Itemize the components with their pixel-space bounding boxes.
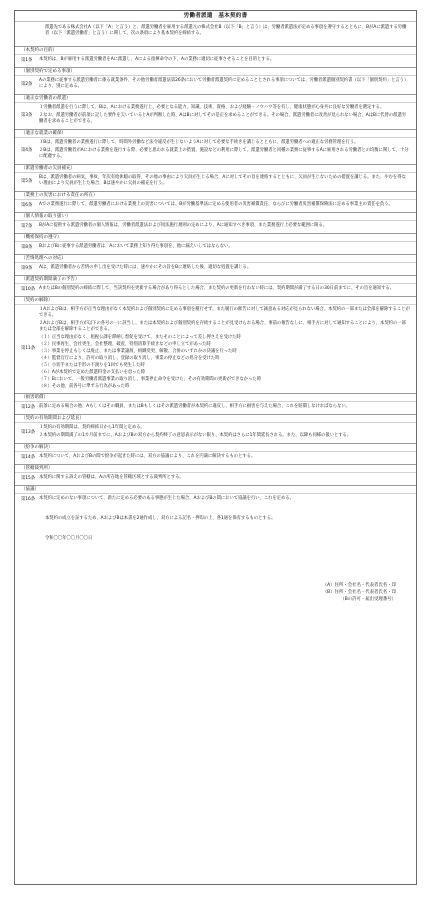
document-title: 労働者派遣 基本契約書 (15, 11, 416, 22)
article-text (39, 452, 416, 464)
section-heading: （適正な就業の確保） (15, 129, 416, 137)
article-paragraph: Aの業務に従事する派遣労働者に係る就業条件、その他労働者派遣法第26条において労働者派遣契約に定めることとされる事項については、労働者派遣個別契約書（以下「個別契約」と言う）により、別に定める。 (39, 78, 409, 89)
article-text (39, 494, 416, 506)
article-text (39, 55, 416, 67)
article-text (39, 221, 416, 233)
article-text (39, 402, 416, 414)
article-text (39, 263, 416, 275)
article-row (15, 472, 416, 485)
list-item: （６）Aが本契約で定めた派遣料金の支払いを怠った時 (39, 370, 146, 375)
article-text (39, 138, 416, 164)
article-text (39, 242, 416, 254)
article-number: 第7条 (21, 224, 33, 229)
article-number: 第12条 (21, 405, 36, 410)
article-number: 第4条 (21, 148, 33, 153)
contract-date: 令和〇〇年〇〇月〇〇日 (45, 536, 93, 541)
article-text (39, 305, 416, 393)
article-row (15, 401, 416, 414)
signature-line: （B）住所・会社名・代表者氏名・印 (322, 590, 396, 595)
article-text (39, 284, 416, 296)
article-row (15, 304, 416, 393)
article-row (15, 283, 416, 296)
section-heading: （紛争の解決） (15, 443, 416, 451)
section-heading: （本契約の目的） (15, 46, 416, 54)
article-row (15, 199, 416, 212)
article-row (15, 493, 416, 506)
contract-document (14, 10, 417, 885)
article-row (15, 102, 416, 129)
article-paragraph: Aでの業務遂行に際して、派遣労働者における業務上の災害については、Bが労働基準法に定める使用者の災害補償責任、ならびに労働者災害補償保険法に定める事業主の責任を負う。 (39, 202, 393, 207)
article-paragraph: ２なお、派遣労働者が前項に記した要件を欠いているとAが判断した時、AはBに対してその是正を求めることができる。その場合、派遣労働者に改善が見られない場合、AはBに代替の派遣労働者を求めることができる。 (39, 113, 407, 124)
article-row (15, 422, 416, 443)
section-heading: （機密保持の遵守） (15, 233, 416, 241)
article-paragraph: 前条に定める場合の他、Aもしくはその職員、またはBもしくはその派遣労働者が本契約に違反し、相手方に損害を与えた場合、これを賠償しなければならない。 (39, 404, 350, 409)
article-number: 第2条 (21, 82, 33, 87)
article-number: 第8条 (21, 245, 33, 250)
article-number: 第1条 (21, 58, 33, 63)
section-heading: （個人情報の取り扱い） (15, 212, 416, 220)
list-item: （４）監督官庁により、許可の取り消し、登録の取り消し、事業の停止などの処分を受けた時 (39, 356, 220, 361)
article-row (15, 172, 416, 191)
article-number: 第3条 (21, 113, 33, 118)
section-heading: （個別契約で定める事項） (15, 67, 416, 75)
article-number: 第14条 (21, 455, 36, 460)
article-number: 第5条 (21, 179, 33, 184)
article-paragraph: Bは、派遣労働者の病気、事故、年次有給休暇の取得、その他の事由により欠員が生じる場合、Aに対してその旨を連絡するとともに、欠員が生じないための措置を講じる。また、やむを得ない理由により欠員が生じた場合、Bは速やかに欠員の補充を行う。 (39, 175, 406, 186)
article-paragraph: １Bは、派遣労働者の業務遂行に際して、時間外労働など法令違反が生じないようAに対して必要な手続きを講じるとともに、派遣労働者への適正な労務管理を行う。 (39, 140, 359, 145)
list-item: （１）正当な理由がなく、租税公課を滞納し督促を受けて、またそのことによって差し押さえを受けた時 (39, 335, 241, 340)
articles-container (15, 46, 416, 506)
article-number: 第16条 (21, 497, 36, 502)
article-text (39, 200, 416, 212)
article-row (15, 137, 416, 164)
article-number: 第15条 (21, 476, 36, 481)
article-paragraph: BがAに提供する派遣労働者の個人情報は、労働者派遣法および同法施行規則の定めにより、Aに通知すべき事項、また業務遂行上必要な範囲に限る。 (39, 223, 328, 228)
article-text (39, 473, 416, 485)
article-paragraph: ２本契約の期間満了の1カ月前までに、AおよびBの双方から契約終了の意思表示がない限り、本契約はさらに1年間延長される。また、以降も同様の扱いとする。 (39, 433, 352, 438)
article-row (15, 220, 416, 233)
section-heading: （契約の有効期間および延長） (15, 414, 416, 422)
article-row (15, 54, 416, 67)
article-paragraph: Aは、派遣労働者から苦情の申し出を受けた時には、速やかにその旨をBに連絡した後、適切な処置を講じる。 (39, 265, 252, 270)
article-number: 第13条 (21, 430, 36, 435)
article-number: 第10条 (21, 287, 36, 292)
article-paragraph: 本契約に関する訴えの管轄は、Aの所在地を管轄区域とする裁判所とする。 (39, 475, 184, 480)
section-heading: （業務上の災害における責任の所在） (15, 191, 416, 199)
article-paragraph: １契約の有効期間は、契約締結日から1年間と定める。 (39, 425, 145, 430)
article-row (15, 241, 416, 254)
section-heading: （協議） (15, 485, 416, 493)
closing-section (15, 506, 416, 542)
section-heading: （管轄裁判所） (15, 464, 416, 472)
list-item: （３）事業を停止もしくは廃止、または事業譲渡、組織変更、解散、合併のいずれかの決議を行った時 (39, 349, 237, 354)
article-row (15, 451, 416, 464)
article-row (15, 75, 416, 94)
article-paragraph: 本契約について、AおよびBの間で紛争が起きた時には、双方の協議により、これを円満に解決するものとする。 (39, 454, 256, 459)
list-item: （８）その他、前各号に準ずる行為があった時 (39, 384, 130, 389)
article-text (39, 103, 416, 129)
article-paragraph: １労働者派遣を行うに際して、Bは、Aにおける業務遂行上、必要となる能力、知識、技術、資格、および経験・ノウハウ等を有し、健康状態が心身共に良好な労働者を選定する。 (39, 105, 385, 110)
signature-line: （Bの許可・届出受理番号） (340, 597, 396, 602)
article-text (39, 173, 416, 191)
section-heading: （適正な労働者の派遣） (15, 94, 416, 102)
closing-statement: 本契約の成立を証するため、AおよびBは本書を2通作成し、双方による記名・押印の上、各1通を保有するものとする。 (45, 516, 276, 521)
list-item: （２）民事再生、会社更生、会社整理、破産、特別清算手続きなどの申し立てがあった時 (39, 342, 211, 347)
section-heading: （派遣労働者の欠員補充） (15, 164, 416, 172)
section-heading: （派遣契約期間満了の予告） (15, 275, 416, 283)
signature-line: （A）住所・会社名・代表者氏名・印 (322, 583, 396, 588)
article-item-list (39, 335, 410, 390)
article-text (39, 76, 416, 94)
article-number: 第9条 (21, 266, 33, 271)
section-heading: （苦情処理への対応） (15, 254, 416, 262)
article-number: 第11条 (21, 346, 36, 351)
article-paragraph: BおよびBに従事する派遣労働者は、Aにおいて業務上知り得た事項を、他に漏えいしてはならない。 (39, 244, 233, 249)
article-number: 第6条 (21, 203, 33, 208)
article-paragraph: ２AおよびBは、相手方が以下の各号の一に該当し、または本契約および個別契約を存続することが見受けられる場合、事前の催告なしに、相手方に対して通知することにより、本契約の一部または全部を解除することができる。 (39, 321, 406, 332)
preamble: 派遣先である株式会社A（以下「A」と言う）と、派遣労働者を雇用する派遣元の株式会社B（以下「B」と言う）は、労働者派遣法が定める事項を遵守するとともに、BがAに派遣する労働者（以下「派遣労働者」と言う）に関して、次の条項により基本契約を締結する。 (45, 25, 407, 36)
article-text (39, 423, 416, 443)
section-heading: （損害賠償） (15, 393, 416, 401)
section-heading: （契約の解除） (15, 296, 416, 304)
article-paragraph: AまたはBの個別契約の締結に際して、当該契約を更新する場合があり得るとした場合、また契約の更新を行わない時には、契約期間が満了する日の30日前までに、その旨を通知する。 (39, 286, 395, 291)
article-paragraph: 本契約に定めのない事項について、新たに定める必要のある事態が生じた場合、AおよびBの間において協議を行い、これを定める。 (39, 496, 294, 501)
article-paragraph: １AおよびBは、相手方が正当な理由がなく本契約および個別契約に定める事項を履行せず、また履行の催告に対して誠意ある対応が見られない場合、本契約の一部または全部を解除することができる。 (39, 307, 410, 318)
list-item: （７）Bにおいて、一般労働者派遣事業の取り消し、事業停止命令を受けた、その有効期間の更新ができなかった時 (39, 377, 261, 382)
article-paragraph: ２Bは、派遣労働者がAにおける業務を遂行する際、必要と思われる就業上の措置、施設などの利用に際して、派遣労働者と同種の業務に従事するAに雇用される労働者との均衡に関して、十分に配慮する。 (39, 148, 409, 159)
article-paragraph: 本契約は、Bが雇用する派遣労働者をAに派遣し、Aによる指揮命令の下、Aの業務に適切に従事させることを目的とする。 (39, 57, 275, 62)
article-row (15, 262, 416, 275)
list-item: （５）小切手または手形の不渡りを1回でも発生した時 (39, 363, 145, 368)
